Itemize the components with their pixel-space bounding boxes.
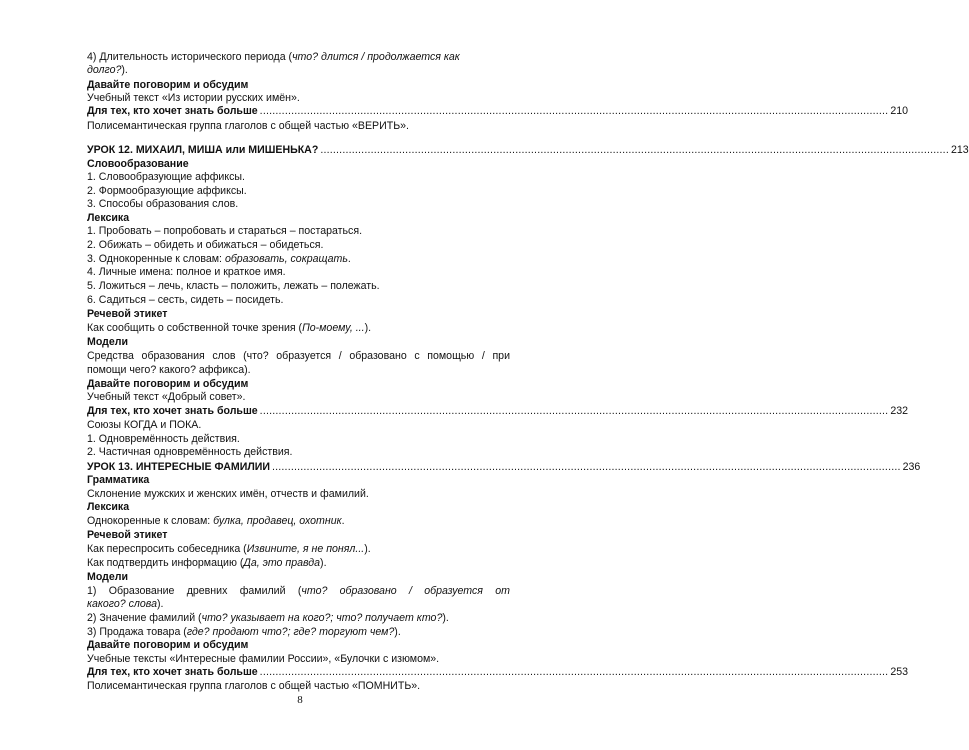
content-line xyxy=(87,557,510,570)
content-line: 5. Ложиться – лечь, класть – положить, лежать – полежать. xyxy=(87,280,380,292)
content-line xyxy=(87,64,510,77)
section-heading: Грамматика xyxy=(87,474,150,486)
italic-text: какого? слова xyxy=(87,598,157,610)
content-line: 1. Одновремённость действия. xyxy=(87,433,240,445)
toc-entry xyxy=(87,461,921,474)
content-line: 1. Словообразующие аффиксы. xyxy=(87,171,245,183)
text-segment: Как сообщить о собственной точке зрения ( xyxy=(87,322,303,334)
content-line: Учебные тексты «Интересные фамилии России», «Булочки с изюмом». xyxy=(87,653,440,665)
content-line: Полисемантическая группа глаголов с общей частью «ВЕРИТЬ». xyxy=(87,120,409,132)
toc-entry xyxy=(87,144,969,157)
text-segment: . xyxy=(347,253,351,265)
toc-entry-title: Для тех, кто хочет знать больше xyxy=(87,105,258,117)
content-line: помощи чего? какого? аффикса). xyxy=(87,364,251,376)
italic-text: булка, продавец, охотник xyxy=(213,515,342,527)
toc-leader-dots: ........................................................................................................................................................................................................ xyxy=(320,144,949,156)
text-segment: 3) Продажа товара ( xyxy=(87,626,187,638)
section-heading: Лексика xyxy=(87,501,130,513)
section-heading: Давайте поговорим и обсудим xyxy=(87,79,249,91)
content-line: 1. Пробовать – попробовать и стараться – постараться. xyxy=(87,225,363,237)
toc-entry xyxy=(87,666,909,679)
section-heading: Речевой этикет xyxy=(87,529,168,541)
content-line xyxy=(87,253,510,266)
italic-text: что? указывает на кого?; что? получает кто? xyxy=(201,612,443,624)
text-segment: Однокоренные к словам: xyxy=(87,515,214,527)
content-line: 3. Способы образования слов. xyxy=(87,198,239,210)
content-line: Склонение мужских и женских имён, отчеств и фамилий. xyxy=(87,488,369,500)
content-line: 2. Обижать – обидеть и обижаться – обидеться. xyxy=(87,239,324,251)
italic-text: Извините, я не понял... xyxy=(246,543,365,555)
text-segment: ). xyxy=(121,64,128,76)
content-line xyxy=(87,612,510,625)
content-line: Учебный текст «Из истории русских имён». xyxy=(87,92,300,104)
toc-leader-dots: ........................................................................................................................................................................................................ xyxy=(271,461,901,473)
toc-page-number: 236 xyxy=(902,461,921,473)
content-line: Учебный текст «Добрый совет». xyxy=(87,391,246,403)
section-heading: Лексика xyxy=(87,212,130,224)
text-segment: . xyxy=(341,515,345,527)
italic-text: что? образовано / образуется от xyxy=(301,585,510,597)
section-heading: Модели xyxy=(87,336,129,348)
italic-text: где? продают что?; где? торгуют чем? xyxy=(186,626,395,638)
italic-text: что? длится / продолжается как xyxy=(292,51,460,63)
text-segment: Как подтвердить информацию ( xyxy=(87,557,244,569)
content-line: 4. Личные имена: полное и краткое имя. xyxy=(87,266,286,278)
section-heading: Модели xyxy=(87,571,129,583)
text-segment: ). xyxy=(394,626,401,638)
toc-page-number: 232 xyxy=(890,405,909,417)
italic-text: образовать, сокращать xyxy=(224,253,348,265)
toc-leader-dots: ........................................................................................................................................................................................................ xyxy=(259,405,889,417)
text-segment: Как переспросить собеседника ( xyxy=(87,543,247,555)
content-line: 2. Формообразующие аффиксы. xyxy=(87,185,247,197)
toc-page-number: 210 xyxy=(890,105,909,117)
content-line: Союзы КОГДА и ПОКА. xyxy=(87,419,202,431)
content-line xyxy=(87,322,510,335)
section-heading: Речевой этикет xyxy=(87,308,168,320)
text-segment: ). xyxy=(364,322,372,334)
content-line xyxy=(87,515,510,528)
toc-entry xyxy=(87,405,909,418)
content-line xyxy=(87,626,510,639)
text-segment: 2) Значение фамилий ( xyxy=(87,612,202,624)
text-segment: 4) Длительность исторического периода ( xyxy=(87,51,293,63)
toc-leader-dots: ........................................................................................................................................................................................................ xyxy=(259,666,889,678)
toc-entry-title: Для тех, кто хочет знать больше xyxy=(87,666,258,678)
text-segment: ). xyxy=(364,543,371,555)
content-line: Средства образования слов (что? образуется / образовано с помощью / при xyxy=(87,350,510,362)
text-segment: ). xyxy=(320,557,327,569)
section-heading: Давайте поговорим и обсудим xyxy=(87,639,249,651)
content-line: 2. Частичная одновремённость действия. xyxy=(87,446,293,458)
toc-page-number: 253 xyxy=(890,666,909,678)
text-segment: ). xyxy=(442,612,449,624)
content-line xyxy=(87,51,510,64)
page-number: 8 xyxy=(297,694,303,706)
italic-text: долго? xyxy=(87,64,122,76)
toc-entry-title: Для тех, кто хочет знать больше xyxy=(87,405,258,417)
section-heading: Словообразование xyxy=(87,158,189,170)
content-line xyxy=(87,585,510,598)
content-line: Полисемантическая группа глаголов с общей частью «ПОМНИТЬ». xyxy=(87,680,421,692)
italic-text: По-моему, ... xyxy=(302,322,365,334)
content-line xyxy=(87,543,510,556)
toc-page-number: 213 xyxy=(950,144,969,156)
italic-text: Да, это правда xyxy=(243,557,321,569)
text-segment: ). xyxy=(156,598,164,610)
content-line xyxy=(87,598,510,611)
content-line: 6. Садиться – сесть, сидеть – посидеть. xyxy=(87,294,284,306)
text-segment: 1) Образование древних фамилий ( xyxy=(87,585,302,597)
toc-leader-dots: ........................................................................................................................................................................................................ xyxy=(259,105,889,117)
section-heading: Давайте поговорим и обсудим xyxy=(87,378,249,390)
toc-entry xyxy=(87,105,909,118)
toc-entry-title: УРОК 12. МИХАИЛ, МИША или МИШЕНЬКА? xyxy=(87,144,319,156)
toc-entry-title: УРОК 13. ИНТЕРЕСНЫЕ ФАМИЛИИ xyxy=(87,461,270,473)
text-segment: 3. Однокоренные к словам: xyxy=(87,253,225,265)
